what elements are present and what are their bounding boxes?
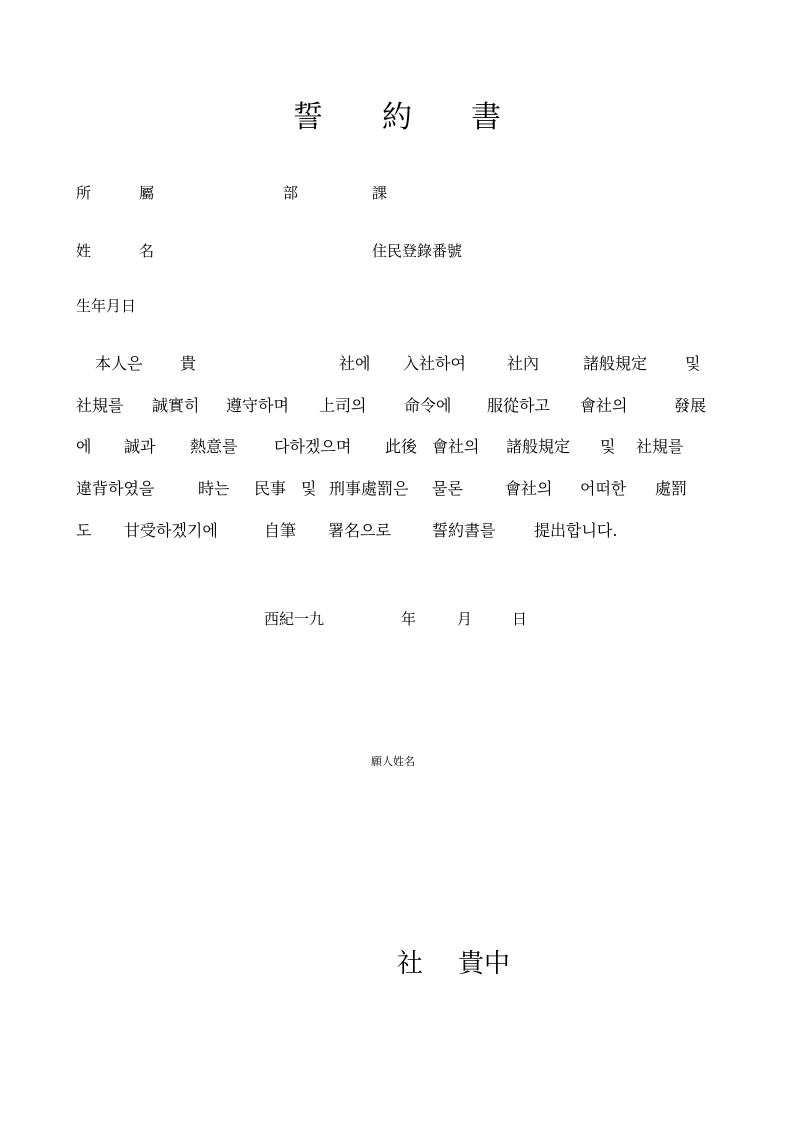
body-word: 에: [76, 437, 92, 456]
affiliation-label-1: 所: [76, 184, 92, 202]
title-char-3: 書: [471, 100, 501, 135]
body-word: 此後: [385, 437, 418, 456]
body-word: 處罰: [655, 479, 688, 498]
date-month-label: 月: [457, 610, 473, 628]
body-word: 물론: [432, 479, 463, 498]
body-word: 및: [600, 437, 616, 456]
name-label-2: 名: [139, 242, 155, 260]
addressee-company: 社: [397, 949, 424, 979]
body-word: 署名으로: [328, 521, 391, 540]
body-word: 遵守하며: [226, 396, 289, 415]
signature-label: 願人姓名: [371, 755, 415, 768]
body-word: 自筆: [264, 521, 297, 540]
body-word: 違背하였을: [76, 479, 155, 498]
body-word: 入社하여: [403, 354, 466, 373]
body-word: 會社의: [580, 396, 628, 415]
body-word: 다하겠으며: [274, 437, 352, 456]
body-word: 會社의: [432, 437, 480, 456]
body-word: 命令에: [404, 396, 452, 415]
body-word: 誠實히: [152, 396, 200, 415]
addressee-honorific: 貴中: [458, 949, 511, 979]
title-char-2: 約: [382, 100, 412, 135]
affiliation-label-2: 屬: [139, 184, 155, 202]
body-word: 및: [685, 354, 701, 373]
name-label-1: 姓: [76, 242, 92, 260]
body-word: 誓約書를: [432, 521, 496, 540]
body-word: 貴: [180, 354, 197, 373]
body-word: 服從하고: [487, 396, 550, 415]
body-word: 誠과: [124, 437, 156, 456]
body-word: 諸般規定: [583, 354, 648, 373]
body-word: 諸般規定: [506, 437, 571, 456]
body-word: 어떠한: [580, 479, 627, 498]
body-word: 上司의: [319, 396, 367, 415]
title-char-1: 誓: [293, 100, 323, 135]
department-label: 部: [283, 184, 299, 202]
body-word: 및: [301, 479, 317, 498]
body-word: 會社의: [505, 479, 553, 498]
body-word: 社規를: [636, 437, 684, 456]
body-word: 社에: [339, 354, 371, 373]
body-word: 本人은: [95, 354, 143, 373]
body-word: 社規를: [76, 396, 124, 415]
date-day-label: 日: [512, 610, 528, 628]
date-era: 西紀一九: [264, 610, 325, 628]
section-label: 課: [372, 184, 388, 202]
resident-number-label: 住民登錄番號: [372, 242, 463, 260]
body-word: 熱意를: [190, 437, 238, 456]
body-word: 社內: [507, 354, 540, 373]
date-year-label: 年: [401, 610, 417, 628]
body-word: 도: [76, 521, 92, 540]
body-word: 提出합니다.: [534, 521, 618, 540]
birth-date-label: 生年月日: [76, 297, 137, 315]
body-word: 時는: [198, 479, 230, 498]
body-word: 民事: [254, 479, 287, 498]
body-word: 刑事處罰은: [329, 479, 409, 498]
body-word: 發展: [674, 396, 707, 415]
body-word: 甘受하겠기에: [124, 521, 218, 540]
